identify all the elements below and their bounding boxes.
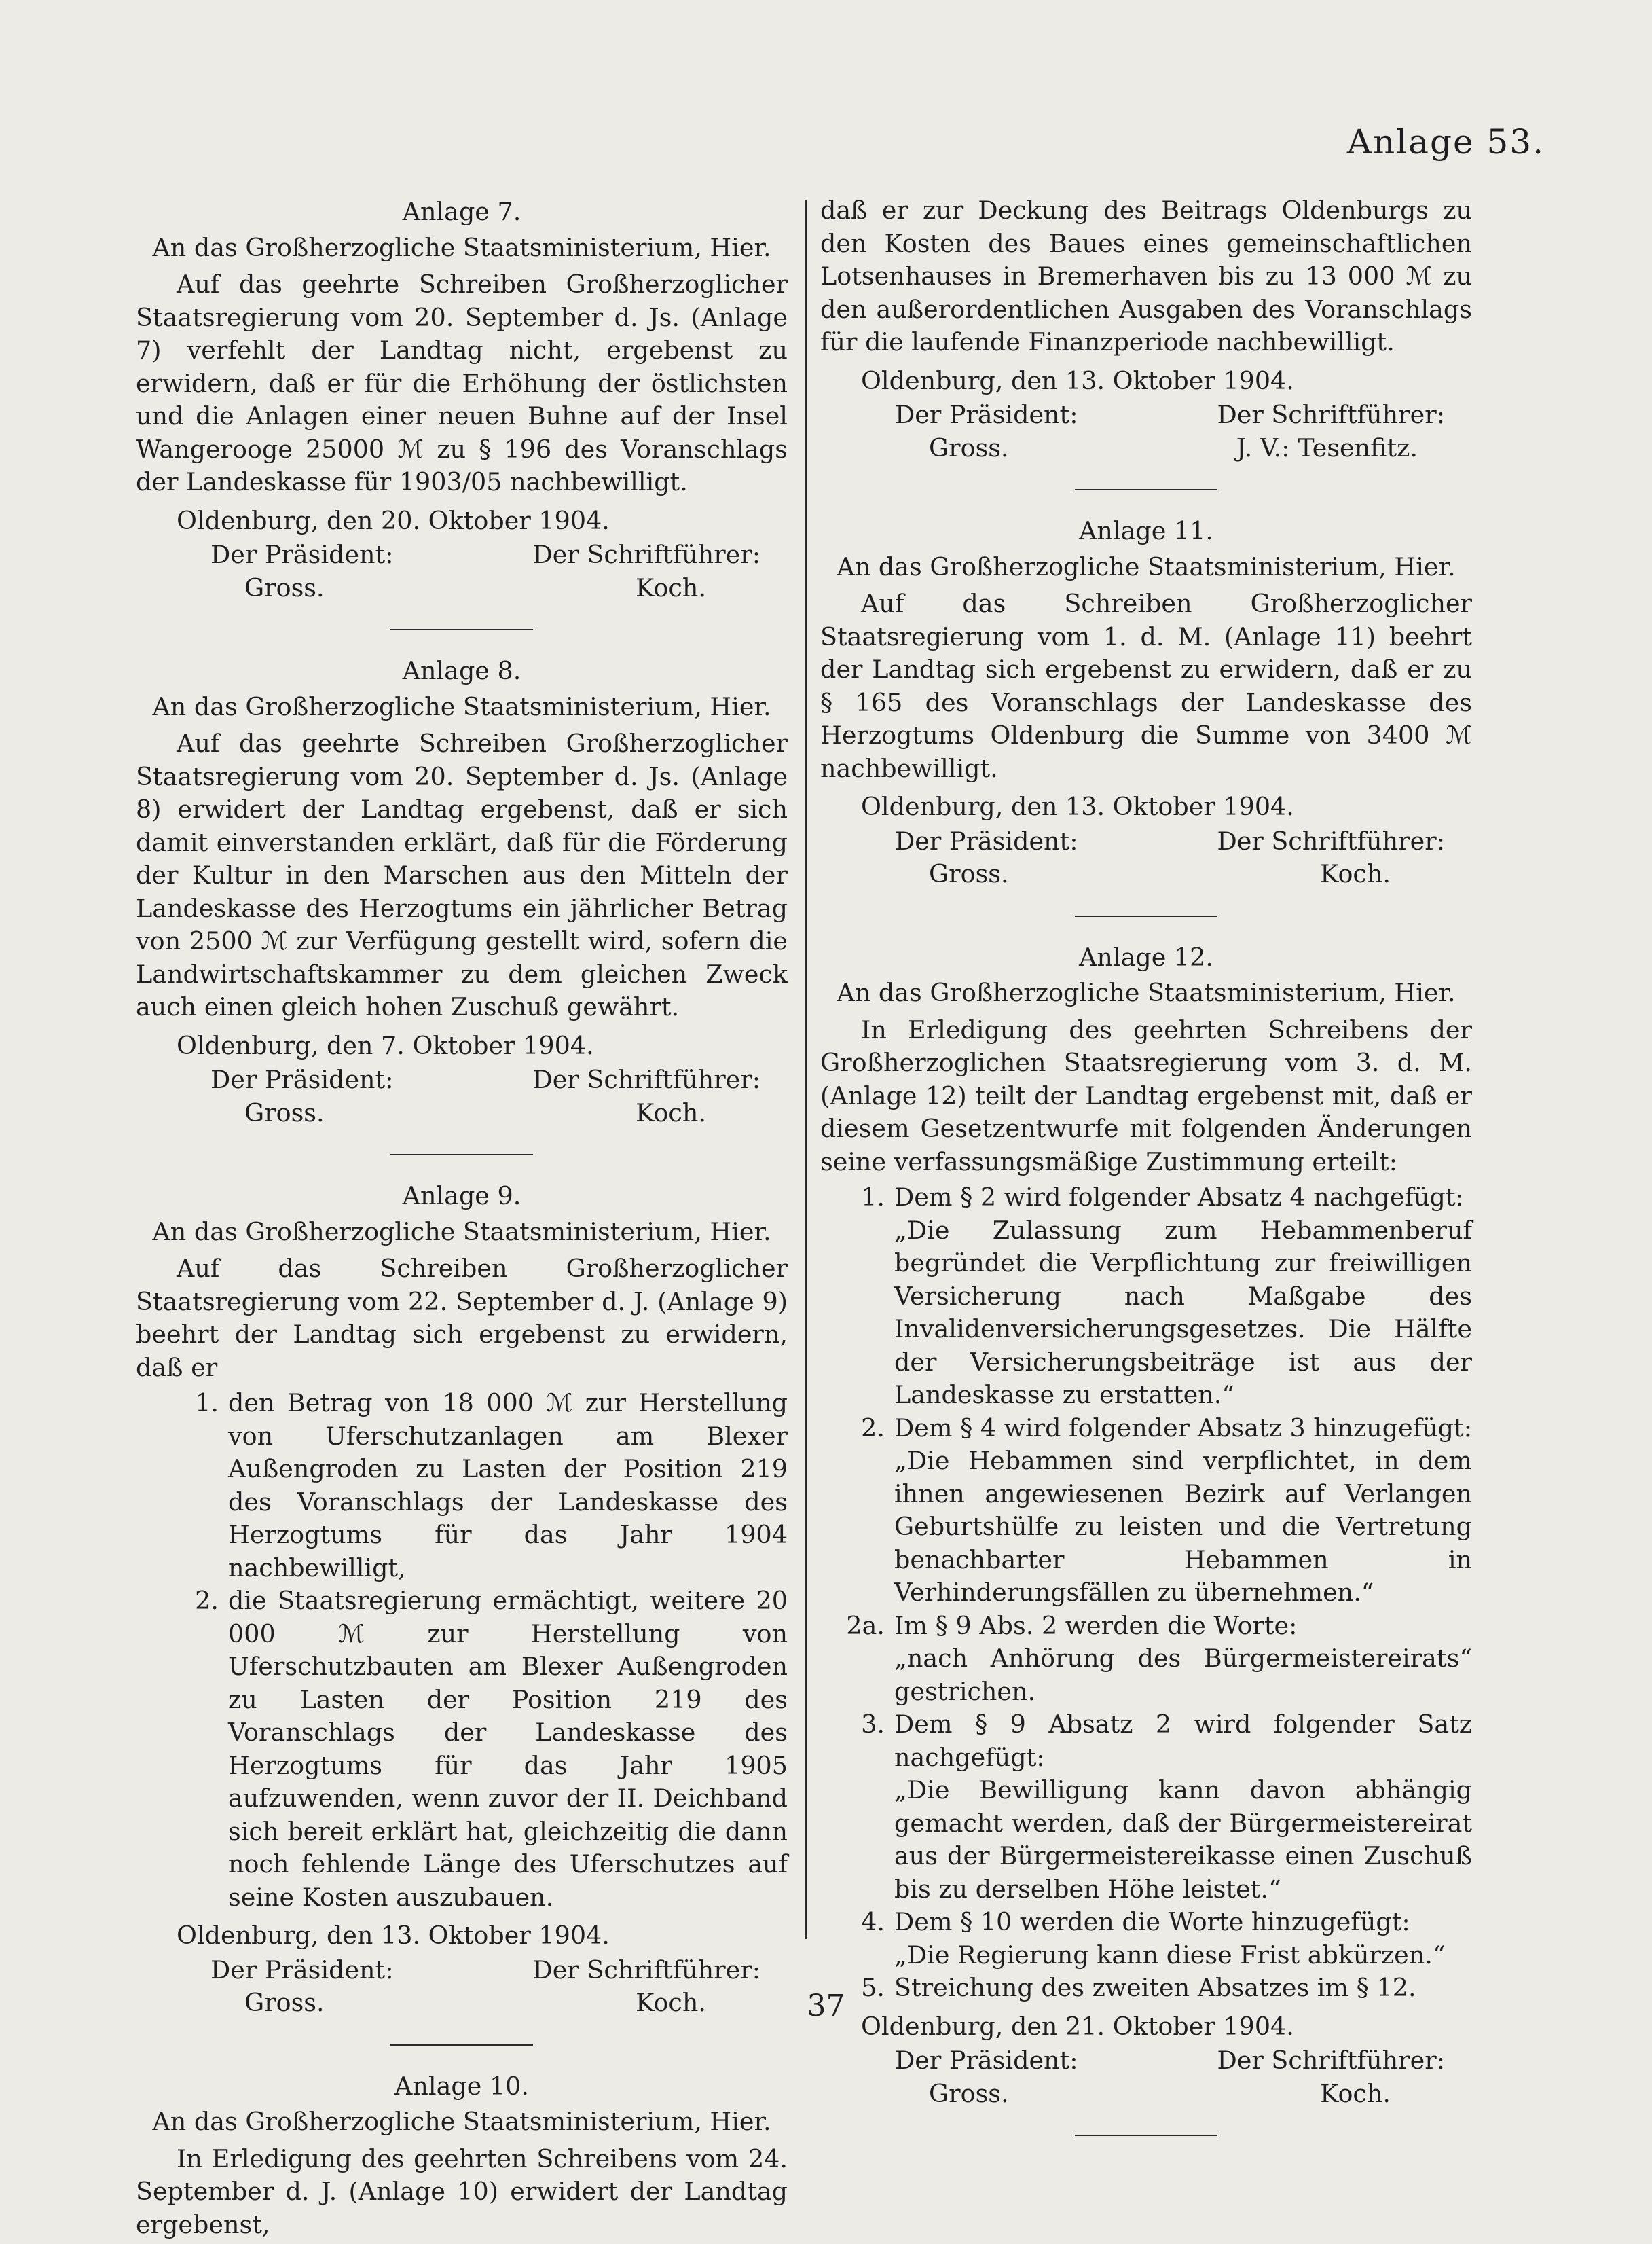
president-name: Gross. [244,1098,325,1127]
section-separator [1075,489,1217,490]
item-number: 1. [861,1182,885,1212]
page-number: 37 [807,1989,845,2023]
amendment-quote: „Die Bewilligung kann davon abhängig gemacht werden, daß der Bürgermeistereirat aus der Bürgermeistereikasse einen Zuschuß bis zu derselben Höhe leistet.“ [894,1775,1472,1904]
section-heading: Anlage 7. [402,197,521,226]
section-heading: Anlage 12. [1079,942,1213,972]
item-text: den Betrag von 18 000 ℳ zur Herstellung von Uferschutzanlagen am Blexer Außengroden zu Lasten der Position 219 des Voranschlags der Landeskasse des Herzogtums für das Jahr 1904 nachbewilligt, [228,1388,788,1582]
amendment-quote: „nach Anhörung des Bürgermeistereirats“ gestrichen. [894,1644,1472,1706]
secretary-name: J. V.: Tesenfitz. [1236,433,1418,463]
section-heading: Anlage 10. [394,2071,529,2101]
list-item [820,1906,1472,1972]
item-text [894,1412,1472,1610]
item-number: 2. [195,1586,219,1615]
secretary-label: Der Schriftführer: [1217,2046,1445,2075]
date-line: Oldenburg, den 7. Oktober 1904. [177,1030,594,1060]
right-column [820,192,1472,2160]
president-name: Gross. [244,573,325,602]
list-item [820,1610,1472,1709]
list-item [136,1387,788,1585]
section-body: Auf das geehrte Schreiben Großherzoglicher Staatsregierung vom 20. September d. Js. (Anlage 7) verfehlt der Landtag nicht, ergebenst zu erwidern, daß er für die Erhöhung der östlichsten und die Anlagen einer neuen Buhne auf der Insel Wangerooge 25000 ℳ zu § 196 des Voranschlags der Landeskasse für 1903/05 nachbewilligt. [136,270,788,496]
left-column [136,192,788,2244]
president-name: Gross. [929,859,1009,888]
amendment-instruction: Dem § 2 wird folgender Absatz 4 nachgefügt: [894,1182,1464,1212]
section-body-continued: daß er zur Deckung des Beitrags Oldenburgs zu den Kosten des Baues eines gemeinschaftlichen Lotsenhauses in Bremerhaven bis zu 13 000 ℳ zu den außerordentlichen Ausgaben des Voranschlags für die laufende Finanzperiode nachbewilligt. [820,196,1472,357]
president-label: Der Präsident: [210,1065,394,1094]
addressee: An das Großherzogliche Staatsministerium, Hier. [837,978,1456,1007]
section-body: In Erledigung des geehrten Schreibens der Großherzoglichen Staatsregierung vom 3. d. M. (Anlage 12) teilt der Landtag ergebenst mit, daß er diesem Gesetzentwurfe mit folgenden Änderungen seine verfassungsmäßige Zustimmung erteilt: [820,1015,1472,1176]
secretary-name: Koch. [636,1098,706,1127]
section-body: Auf das Schreiben Großherzoglicher Staatsregierung vom 22. September d. J. (Anlage 9) beehrt der Landtag sich ergebenst zu erwidern, daß er [136,1254,788,1382]
addressee: An das Großherzogliche Staatsministerium, Hier. [152,232,771,262]
item-list [136,1387,788,1914]
item-number: 5. [861,1973,885,2002]
signature-names [136,1097,788,1130]
item-text [894,1906,1472,1972]
signature-labels [136,539,788,572]
section-separator [390,2044,533,2046]
date-line: Oldenburg, den 13. Oktober 1904. [177,1921,610,1950]
date-line: Oldenburg, den 13. Oktober 1904. [861,365,1294,395]
secretary-name: Koch. [1320,859,1391,888]
signature-labels [820,825,1472,858]
president-label: Der Präsident: [895,400,1078,429]
addressee: An das Großherzogliche Staatsministerium, Hier. [837,551,1456,581]
signature-names [820,2078,1472,2111]
signature-names [136,572,788,605]
item-number: 1. [195,1388,219,1417]
amendment-quote: „Die Hebammen sind verpflichtet, in dem ihnen angewiesenen Bezirk auf Verlangen Geburtshülfe zu leisten und die Vertretung benachbarter Hebammen in Verhinderungsfällen zu übernehmen.“ [894,1446,1472,1607]
date-line: Oldenburg, den 21. Oktober 1904. [861,2011,1294,2041]
signature-labels [820,399,1472,432]
president-name: Gross. [929,433,1009,463]
list-item [820,1412,1472,1610]
section-heading: Anlage 8. [402,656,521,685]
section-separator [1075,2135,1217,2136]
section-separator [390,629,533,630]
item-text [894,1181,1472,1412]
column-divider [805,200,807,1939]
president-label: Der Präsident: [895,826,1078,856]
item-text: die Staatsregierung ermächtigt, weitere 20 000 ℳ zur Herstellung von Uferschutzbauten am Blexer Außengroden zu Lasten der Position 219 des Voranschlags der Landeskasse des Herzogtums für das Jahr 1905 aufzuwenden, wenn zuvor der II. Deichband sich bereit erklärt hat, gleichzeitig die dann noch fehlende Länge des Uferschutzes auf seine Kosten auszubauen. [228,1586,788,1912]
president-name: Gross. [244,1988,325,2017]
item-text [894,1708,1472,1906]
section-separator [1075,916,1217,917]
section-body: Auf das Schreiben Großherzoglicher Staatsregierung vom 1. d. M. (Anlage 11) beehrt der Landtag sich ergebenst zu erwidern, daß er zu § 165 des Voranschlags der Landeskasse des Herzogtums Oldenburg die Summe von 3400 ℳ nachbewilligt. [820,589,1472,783]
addressee: An das Großherzogliche Staatsministerium, Hier. [152,691,771,721]
list-item [820,1708,1472,1906]
section-heading: Anlage 9. [402,1181,521,1210]
addressee: An das Großherzogliche Staatsministerium, Hier. [152,2107,771,2136]
secretary-label: Der Schriftführer: [1217,400,1445,429]
signature-names [820,432,1472,465]
amendment-quote: „Die Zulassung zum Hebammenberuf begründet die Verpflichtung zur freiwilligen Versicherung nach Maßgabe des Invalidenversicherungsgesetzes. Die Hälfte der Versicherungsbeiträge ist aus der Landeskasse zu erstatten.“ [894,1215,1472,1409]
item-number: 3. [861,1709,885,1739]
item-number: 2. [861,1413,885,1443]
list-item [136,1585,788,1914]
page-header-anlage: Anlage 53. [1346,122,1545,162]
item-number: 4. [861,1907,885,1936]
signature-labels [820,2044,1472,2078]
amendment-instruction: Dem § 9 Absatz 2 wird folgender Satz nachgefügt: [894,1709,1472,1772]
amendment-instruction: Im § 9 Abs. 2 werden die Worte: [894,1610,1298,1640]
signature-labels [136,1954,788,1987]
amendment-instruction: Dem § 10 werden die Worte hinzugefügt: [894,1907,1410,1936]
president-label: Der Präsident: [210,540,394,569]
secretary-label: Der Schriftführer: [532,540,760,569]
president-label: Der Präsident: [210,1955,394,1985]
date-line: Oldenburg, den 13. Oktober 1904. [861,792,1294,821]
amendment-instruction: Dem § 4 wird folgender Absatz 3 hinzugefügt: [894,1413,1473,1443]
amendment-list [820,1181,1472,2005]
secretary-label: Der Schriftführer: [1217,826,1445,856]
secretary-name: Koch. [636,573,706,602]
secretary-label: Der Schriftführer: [532,1955,760,1985]
secretary-name: Koch. [636,1988,706,2017]
item-number: 2a. [846,1610,885,1640]
signature-names [820,858,1472,891]
section-heading: Anlage 11. [1079,516,1213,545]
date-line: Oldenburg, den 20. Oktober 1904. [177,505,610,535]
secretary-label: Der Schriftführer: [532,1065,760,1094]
section-body: Auf das geehrte Schreiben Großherzoglicher Staatsregierung vom 20. September d. Js. (Anlage 8) erwidert der Landtag ergebenst, daß er sich damit einverstanden erklärt, daß für die Förderung der Kultur in den Marschen aus den Mitteln der Landeskasse des Herzogtums ein jährlicher Betrag von 2500 ℳ zur Verfügung gestellt wird, sofern die Landwirtschaftskammer zu dem gleichen Zweck auch einen gleich hohen Zuschuß gewährt. [136,729,788,1021]
addressee: An das Großherzogliche Staatsministerium, Hier. [152,1216,771,1246]
secretary-name: Koch. [1320,2078,1391,2108]
amendment-instruction: Streichung des zweiten Absatzes im § 12. [894,1973,1416,2002]
president-name: Gross. [929,2078,1009,2108]
section-separator [390,1154,533,1155]
item-text [894,1610,1472,1709]
list-item [820,1181,1472,1412]
president-label: Der Präsident: [895,2046,1078,2075]
section-body: In Erledigung des geehrten Schreibens vom 24. September d. J. (Anlage 10) erwidert der Landtag ergebenst, [136,2143,788,2239]
signature-labels [136,1064,788,1097]
amendment-quote: „Die Regierung kann diese Frist abkürzen.“ [894,1940,1446,1970]
